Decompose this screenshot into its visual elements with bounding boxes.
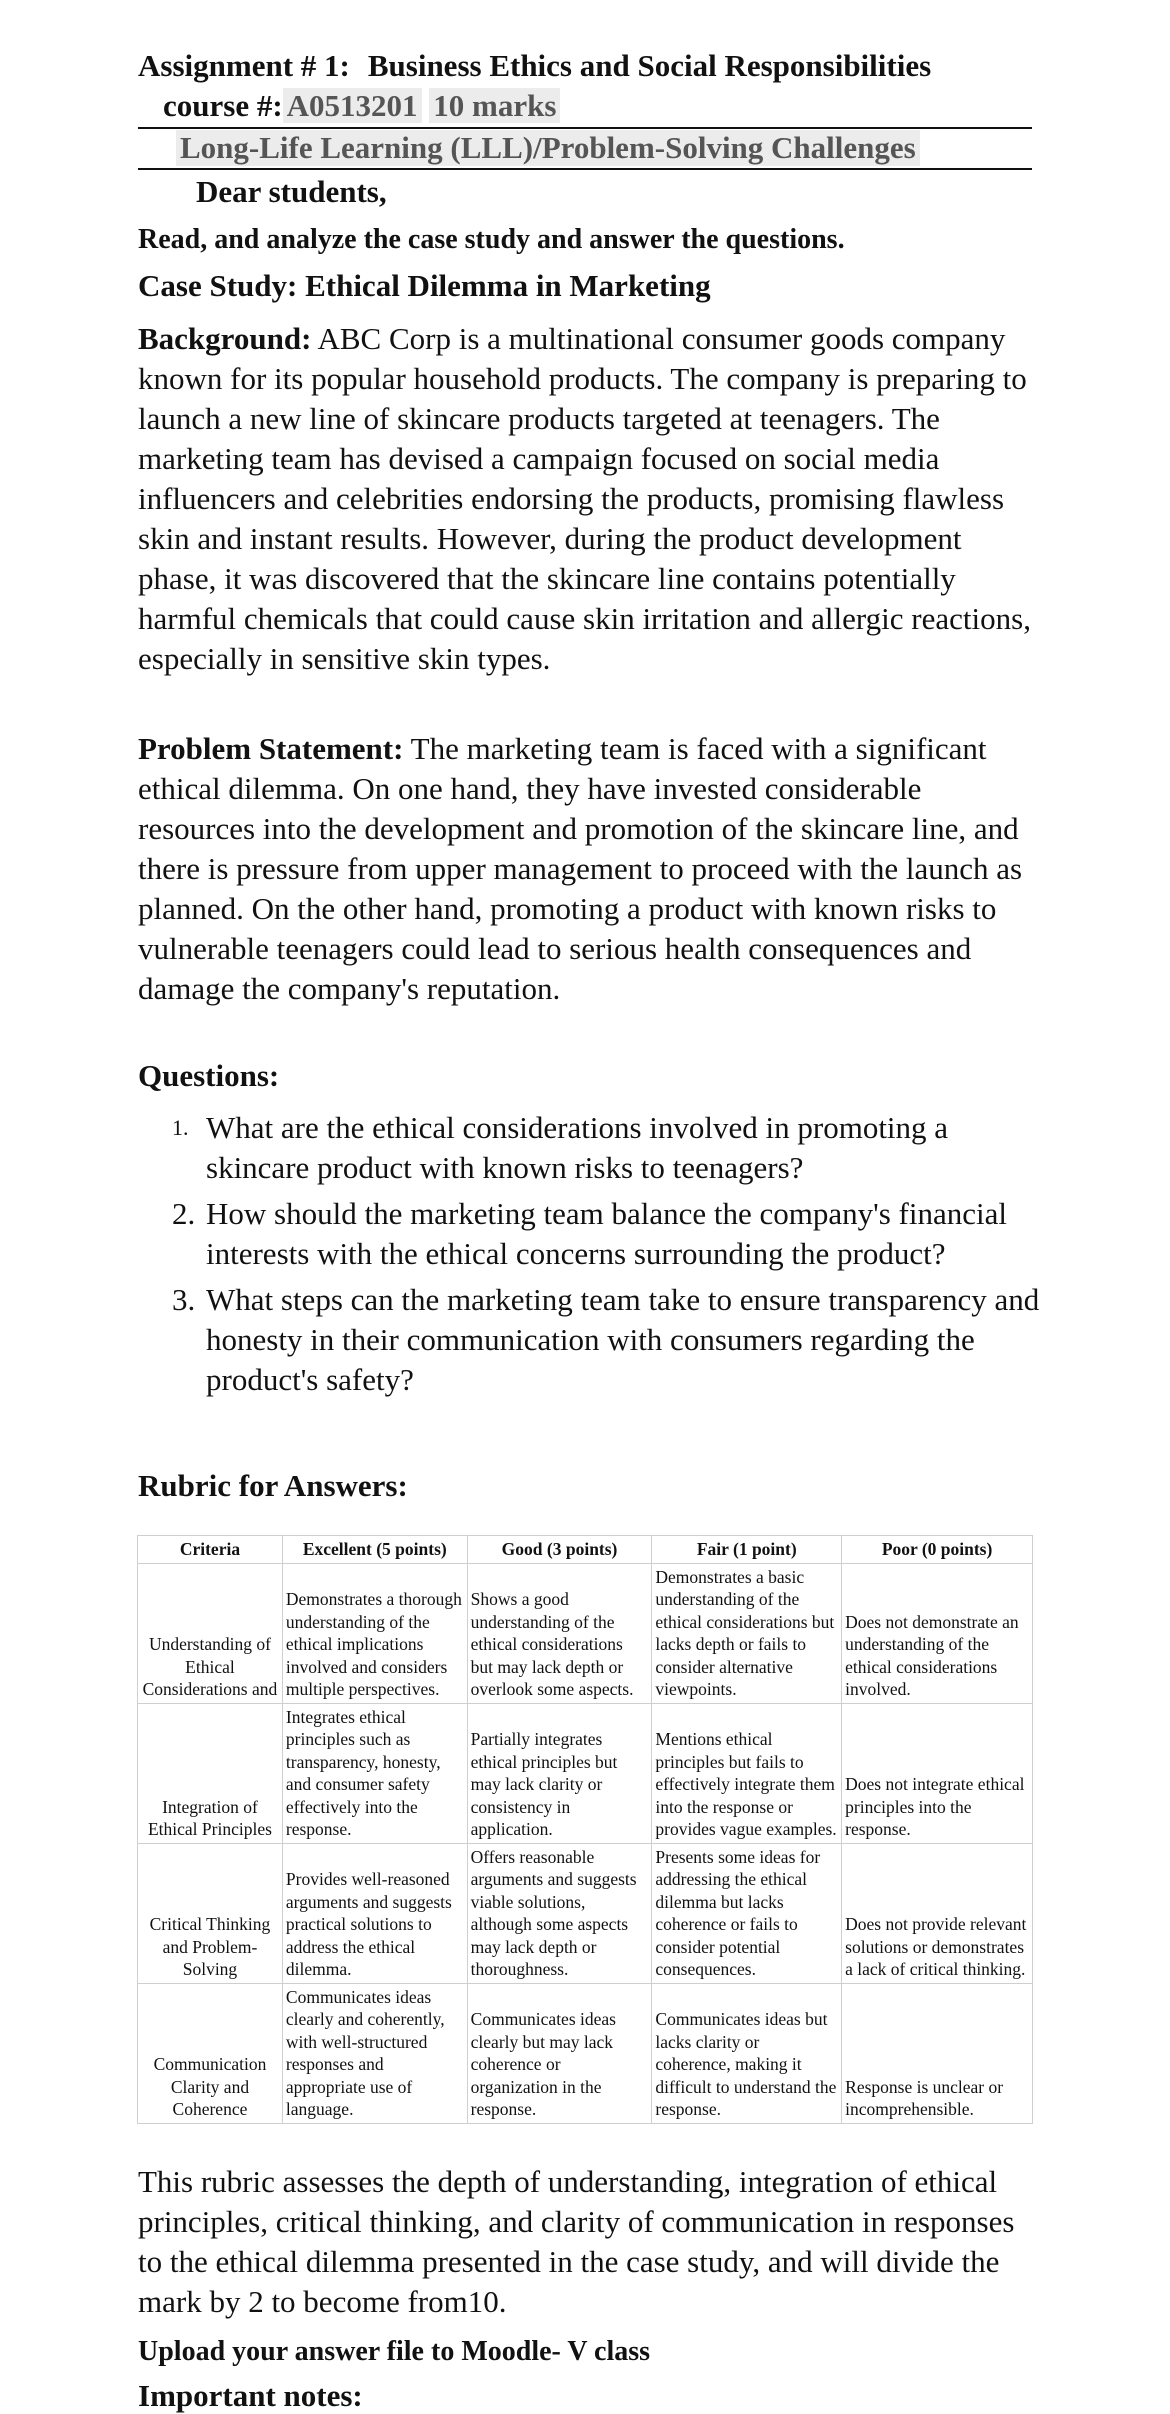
rubric-title: Rubric for Answers: xyxy=(138,1468,408,1503)
problem-label: Problem Statement: xyxy=(138,731,404,766)
excellent-cell: Demonstrates a thorough understanding of the ethical implications involved and considers multiple perspectives. xyxy=(282,1563,467,1703)
course-subject: Business Ethics and Social Responsibilities xyxy=(367,48,932,83)
header-rule-top xyxy=(138,127,1032,129)
assignment-title xyxy=(138,48,931,84)
header-fair: Fair (1 point) xyxy=(652,1536,842,1564)
good-cell: Offers reasonable arguments and suggests viable solutions, although some aspects may lack depth or thoroughness. xyxy=(467,1843,652,1983)
rubric-table xyxy=(137,1535,1033,2124)
table-row xyxy=(138,1983,1033,2123)
fair-cell: Demonstrates a basic understanding of the ethical considerations but lacks depth or fails to consider alternative viewpoints. xyxy=(652,1563,842,1703)
table-row xyxy=(138,1563,1033,1703)
good-cell: Shows a good understanding of the ethical considerations but may lack depth or overlook some aspects. xyxy=(467,1563,652,1703)
important-notes-title: Important notes: xyxy=(138,2378,363,2413)
marks-value: 10 marks xyxy=(429,88,560,123)
lll-heading: Long-Life Learning (LLL)/Problem-Solving Challenges xyxy=(176,130,920,166)
header-criteria: Criteria xyxy=(138,1536,283,1564)
course-code: A0513201 xyxy=(283,88,422,123)
criteria-cell: Communication Clarity and Coherence xyxy=(138,1983,283,2123)
instruction: Read, and analyze the case study and answer the questions. xyxy=(138,224,845,255)
criteria-cell: Critical Thinking and Problem-Solving xyxy=(138,1843,283,1983)
excellent-cell: Communicates ideas clearly and coherently, with well-structured responses and appropriate use of language. xyxy=(282,1983,467,2123)
criteria-cell: Integration of Ethical Principles xyxy=(138,1703,283,1843)
rubric-header-row xyxy=(138,1536,1033,1564)
problem-paragraph xyxy=(138,729,1038,1009)
question-number: 1. xyxy=(172,1115,189,1140)
question-number: 3. xyxy=(172,1282,196,1317)
header-poor: Poor (0 points) xyxy=(842,1536,1033,1564)
criteria-cell: Understanding of Ethical Considerations and xyxy=(138,1563,283,1703)
fair-cell: Communicates ideas but lacks clarity or coherence, making it difficult to understand the response. xyxy=(652,1983,842,2123)
greeting: Dear students, xyxy=(196,174,387,209)
header-good: Good (3 points) xyxy=(467,1536,652,1564)
problem-text: The marketing team is faced with a significant ethical dilemma. On one hand, they have invested considerable resources into the development and promotion of the skincare line, and there is pressure from upper management to proceed with the launch as planned. On the other hand, promoting a product with known risks to vulnerable teenagers could lead to serious health consequences and damage the company's reputation. xyxy=(138,731,1023,1006)
background-paragraph xyxy=(138,319,1038,679)
background-label: Background: xyxy=(138,321,312,356)
assignment-number: Assignment # 1: xyxy=(138,48,350,83)
questions-list xyxy=(172,1108,1042,1400)
poor-cell: Response is unclear or incomprehensible. xyxy=(842,1983,1033,2123)
upload-instruction: Upload your answer file to Moodle- V class xyxy=(138,2336,651,2367)
poor-cell: Does not demonstrate an understanding of the ethical considerations involved. xyxy=(842,1563,1033,1703)
header-rule-bottom xyxy=(138,168,1032,170)
excellent-cell: Provides well-reasoned arguments and suggests practical solutions to address the ethical dilemma. xyxy=(282,1843,467,1983)
table-row xyxy=(138,1703,1033,1843)
question-item xyxy=(172,1280,1042,1400)
fair-cell: Mentions ethical principles but fails to effectively integrate them into the response or provides vague examples. xyxy=(652,1703,842,1843)
question-text: How should the marketing team balance the company's financial interests with the ethical concerns surrounding the product? xyxy=(206,1196,1007,1271)
background-text: ABC Corp is a multinational consumer goods company known for its popular household products. The company is preparing to launch a new line of skincare products targeted at teenagers. The marketing team has devised a campaign focused on social media influencers and celebrities endorsing the products, promising flawless skin and instant results. However, during the product development phase, it was discovered that the skincare line contains potentially harmful chemicals that could cause skin irritation and allergic reactions, especially in sensitive skin types. xyxy=(138,321,1031,676)
course-label: course #: xyxy=(163,88,283,123)
question-item xyxy=(172,1194,1042,1274)
excellent-cell: Integrates ethical principles such as transparency, honesty, and consumer safety effectively into the response. xyxy=(282,1703,467,1843)
rubric-summary: This rubric assesses the depth of understanding, integration of ethical principles, critical thinking, and clarity of communication in responses to the ethical dilemma presented in the case study, and will divide the mark by 2 to become from10. xyxy=(138,2164,1015,2319)
fair-cell: Presents some ideas for addressing the ethical dilemma but lacks coherence or fails to consider potential consequences. xyxy=(652,1843,842,1983)
question-text: What are the ethical considerations involved in promoting a skincare product with known risks to teenagers? xyxy=(206,1110,949,1185)
question-number: 2. xyxy=(172,1196,196,1231)
header-excellent: Excellent (5 points) xyxy=(282,1536,467,1564)
course-line xyxy=(163,88,560,124)
table-row xyxy=(138,1843,1033,1983)
question-text: What steps can the marketing team take to ensure transparency and honesty in their communication with consumers regarding the product's safety? xyxy=(206,1282,1040,1397)
good-cell: Communicates ideas clearly but may lack coherence or organization in the response. xyxy=(467,1983,652,2123)
case-study-title: Case Study: Ethical Dilemma in Marketing xyxy=(138,268,711,303)
questions-title: Questions: xyxy=(138,1058,280,1093)
question-item xyxy=(172,1108,1042,1188)
poor-cell: Does not integrate ethical principles into the response. xyxy=(842,1703,1033,1843)
good-cell: Partially integrates ethical principles but may lack clarity or consistency in application. xyxy=(467,1703,652,1843)
poor-cell: Does not provide relevant solutions or demonstrates a lack of critical thinking. xyxy=(842,1843,1033,1983)
